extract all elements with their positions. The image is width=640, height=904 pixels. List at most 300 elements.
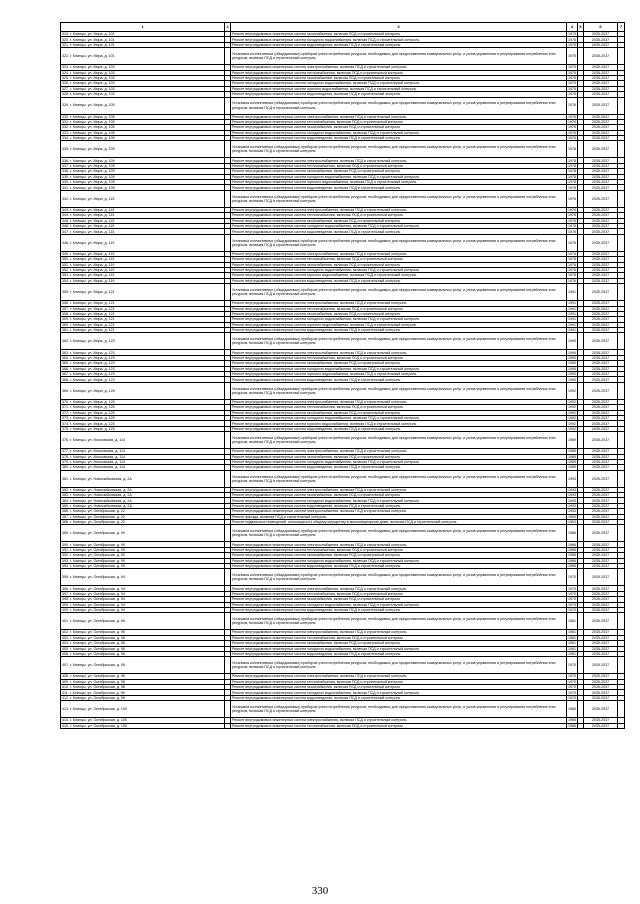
row-address: г. Клинцы, ул. Октябрьская, д. 94 — [70, 608, 125, 613]
row-work-description-cell: Ремонт внутридомовых инженерных систем холодного водоснабжения, включая ПСД и строительный контроль — [231, 174, 567, 179]
row-year-cell: 1989 — [568, 454, 576, 459]
row-address: г. Клинцы, ул. Мира, д. 125 — [70, 399, 115, 404]
row-year-cell: 1961 — [568, 646, 576, 651]
row-number: 391. — [62, 547, 69, 552]
column-number-header-row — [61, 23, 625, 32]
row-address: г. Клинцы, ул. Московская, д. 114 — [70, 465, 126, 470]
row-work-description-cell: Ремонт внутридомовых инженерных систем холодного водоснабжения, включая ПСД и строительный контроль — [231, 602, 567, 607]
column-header-4: 4 — [567, 23, 578, 32]
row-address-cell — [61, 234, 225, 251]
row-address: г. Клинцы, ул. Московская, д. 114 — [70, 454, 126, 459]
row-number: 327. — [62, 86, 69, 91]
row-period-cell: 2035-2037 — [584, 701, 618, 718]
row-year-cell: 1992 — [568, 410, 576, 415]
row-work-description-cell: Ремонт внутридомовых инженерных систем холодного водоснабжения, включая ПСД и строительный контроль — [231, 690, 567, 695]
row-work-description-cell: Ремонт внутридомовых инженерных систем электроснабжения, включая ПСД и строительный контроль — [231, 509, 567, 514]
row-address: г. Клинцы, ул. Мира, д. 109 — [70, 180, 115, 185]
row-period-cell: 2035-2037 — [584, 613, 618, 630]
table-row — [61, 569, 625, 586]
row-period-cell: 2035-2037 — [584, 597, 618, 602]
row-address: г. Клинцы, ул. Мира, д. 115 — [70, 218, 115, 223]
row-number: 332. — [62, 125, 69, 130]
row-number: 346. — [62, 224, 69, 229]
row-work-description-cell: Установка коллективных (общедомовых) приборов учета потребления ресурсов, необходимых для предоставления коммунальных услуг, и узлов управления и регулирования потребления этих ресурсов, включая ПСД и строительный контроль — [231, 569, 567, 586]
row-number: 321. — [62, 42, 69, 47]
row-address: г. Клинцы, ул. Мира, д. 115 — [70, 229, 115, 234]
row-number: 374. — [62, 421, 69, 426]
row-address: г. Клинцы, ул. Октябрьская, д. 94 — [70, 597, 125, 602]
column-header-1: 1 — [61, 23, 225, 32]
row-work-description-cell: Ремонт внутридомовых инженерных систем теплоснабжения, включая ПСД и строительный контроль — [231, 213, 567, 218]
row-spacer-cell — [618, 48, 625, 65]
row-number: 384. — [62, 498, 69, 503]
row-number: 356. — [62, 301, 69, 306]
row-number: 343. — [62, 207, 69, 212]
row-number: 367. — [62, 372, 69, 377]
row-year-cell: 1976 — [567, 97, 578, 114]
row-number: 322. — [62, 54, 69, 59]
row-work-description-cell: Ремонт внутридомовых инженерных систем газоснабжения, включая ПСД и строительный контроль — [231, 597, 567, 602]
row-work-description-cell: Ремонт внутридомовых инженерных систем теплоснабжения, включая ПСД и строительный контроль — [231, 257, 567, 262]
row-period-cell: 2035-2037 — [584, 97, 618, 114]
row-number: 333. — [62, 130, 69, 135]
row-period-cell: 2035-2037 — [584, 459, 618, 464]
row-period-cell: 2035-2037 — [584, 509, 618, 514]
row-number: 404. — [62, 641, 69, 646]
row-period-cell: 2035-2037 — [584, 602, 618, 607]
row-work-description-cell: Ремонт внутридомовых инженерных систем теплоснабжения, включая ПСД и строительный контроль — [231, 163, 567, 168]
row-year-cell: 1992 — [567, 382, 578, 399]
row-period-cell: 2035-2037 — [584, 174, 618, 179]
row-year-cell: 1991 — [567, 284, 578, 301]
row-year-cell: 1989 — [568, 449, 576, 454]
row-number: 399. — [62, 602, 69, 607]
row-period-cell: 2035-2037 — [584, 234, 618, 251]
row-period-cell: 2035-2037 — [584, 262, 618, 267]
row-year-cell: 1966 — [568, 564, 576, 569]
row-number: 349. — [62, 251, 69, 256]
row-period-cell: 2035-2037 — [584, 558, 618, 563]
row-address: г. Клинцы, ул. Мира, д. 123 — [70, 361, 115, 366]
row-period-cell: 2035-2037 — [584, 690, 618, 695]
row-work-description-cell: Ремонт внутридомовых инженерных систем газоснабжения, включая ПСД и строительный контроль — [231, 493, 567, 498]
table-row — [61, 190, 625, 207]
row-address: г. Клинцы, ул. Мира, д. 101 — [70, 42, 115, 47]
row-year-cell: 1975 — [568, 92, 576, 97]
row-work-description-cell: Ремонт внутридомовых инженерных систем теплоснабжения, включая ПСД и строительный контроль — [231, 679, 567, 684]
row-work-description-cell: Ремонт внутридомовых инженерных систем теплоснабжения, включая ПСД и строительный контроль — [231, 306, 567, 311]
row-address: г. Клинцы, ул. Октябрьская, д. 96 — [70, 635, 125, 640]
row-year-cell: 1961 — [567, 613, 578, 630]
row-number: 406. — [62, 652, 69, 657]
row-address: г. Клинцы, ул. Мира, д. 121 — [70, 328, 115, 333]
row-work-description-cell: Ремонт внутридомовых инженерных систем электроснабжения, включая ПСД и строительный контроль — [231, 542, 567, 547]
row-year-cell: 1970 — [567, 569, 578, 586]
row-period-cell: 2035-2037 — [584, 70, 618, 75]
row-work-description-cell: Установка коллективных (общедомовых) приборов учета потребления ресурсов, необходимых для предоставления коммунальных услуг, и узлов управления и регулирования потребления этих ресурсов, включая ПСД и строительный контроль — [231, 701, 567, 718]
row-address: г. Клинцы, ул. Октябрьская, д. 96 — [70, 641, 125, 646]
row-period-cell: 2035-2037 — [584, 333, 618, 350]
row-period-cell: 2035-2037 — [584, 207, 618, 212]
row-year-cell: 1970 — [568, 602, 576, 607]
row-year-cell: 1965 — [567, 701, 578, 718]
row-period-cell: 2035-2037 — [584, 718, 618, 723]
row-address: г. Клинцы, ул. Октябрьская, д. 98 — [70, 685, 125, 690]
row-number: 373. — [62, 416, 69, 421]
row-address: г. Клинцы, ул. Мира, д. 121 — [70, 312, 115, 317]
row-period-cell: 2035-2037 — [584, 42, 618, 47]
row-period-cell: 2035-2037 — [584, 405, 618, 410]
row-number: 411. — [62, 690, 69, 695]
row-period-cell: 2035-2037 — [584, 547, 618, 552]
row-number: 350. — [62, 257, 69, 262]
row-address: г. Клинцы, ул. Мира, д. 119 — [70, 251, 115, 256]
page-number: 330 — [311, 885, 329, 897]
row-address: г. Клинцы, ул. Новосыбковская, д. 2А — [70, 487, 132, 492]
row-address: г. Клинцы, ул. Мира, д. 119 — [70, 257, 115, 262]
row-period-cell: 2035-2037 — [584, 311, 618, 316]
row-address: г. Клинцы, ул. Мира, д. 125 — [70, 388, 115, 393]
row-year-cell: 1976 — [567, 190, 578, 207]
row-year-cell: 1990 — [568, 377, 576, 382]
row-period-cell: 2035-2037 — [584, 564, 618, 569]
row-period-cell: 2035-2037 — [584, 361, 618, 366]
row-year-cell: 1991 — [568, 328, 576, 333]
row-work-description-cell: Ремонт внутридомовых инженерных систем холодного водоснабжения, включая ПСД и строительный контроль — [231, 267, 567, 272]
row-period-cell: 2035-2037 — [584, 569, 618, 586]
row-address: г. Клинцы, ул. Мира, д. 121 — [70, 322, 115, 327]
row-year-cell: 1970 — [568, 685, 576, 690]
row-address: г. Клинцы, ул. Мира, д. 105 — [70, 130, 115, 135]
row-work-description-cell: Ремонт внутридомовых инженерных систем водоотведения, включая ПСД и строительный контроль — [231, 185, 567, 190]
row-period-cell: 2035-2037 — [584, 301, 618, 306]
row-period-cell: 2035-2037 — [584, 723, 618, 728]
row-year-cell: 1993 — [568, 504, 576, 509]
row-address: г. Клинцы, ул. Мира, д. 101 — [70, 37, 115, 42]
row-address: г. Клинцы, ул. Мира, д. 101 — [70, 54, 115, 59]
row-number: 402. — [62, 630, 69, 635]
row-work-description-cell: Ремонт внутридомовых инженерных систем теплоснабжения, включая ПСД и строительный контроль — [231, 547, 567, 552]
row-number: 344. — [62, 213, 69, 218]
row-number: 337. — [62, 164, 69, 168]
row-year-cell: 1966 — [567, 525, 578, 542]
row-number: 335. — [62, 147, 69, 152]
row-period-cell: 2035-2037 — [584, 646, 618, 651]
row-address: г. Клинцы, ул. Октябрьская, д. 90 — [70, 547, 125, 552]
row-period-cell: 2035-2037 — [584, 322, 618, 327]
row-address: г. Клинцы, ул. Мира, д. 123 — [70, 377, 115, 382]
row-period-cell: 2035-2037 — [584, 651, 618, 656]
row-spacer-cell — [618, 657, 625, 674]
row-address: г. Клинцы, ул. Октябрьская, д. 94 — [70, 591, 125, 596]
row-work-description-cell: Ремонт внутридомовых инженерных систем электроснабжения, включая ПСД и строительный контроль — [231, 630, 567, 635]
row-number: 366. — [62, 366, 69, 371]
row-year-cell: 1976 — [568, 130, 576, 135]
row-address: г. Клинцы, ул. Мира, д. 101 — [70, 32, 115, 37]
row-work-description-cell: Ремонт внутридомовых инженерных систем водоотведения, включая ПСД и строительный контроль — [231, 607, 567, 612]
row-number: 392. — [62, 553, 69, 558]
row-work-description-cell: Ремонт внутридомовых инженерных систем электроснабжения, включая ПСД и строительный контроль — [231, 718, 567, 723]
row-year-cell: 1961 — [568, 630, 576, 635]
row-year-cell: 1975 — [568, 65, 576, 70]
row-period-cell: 2035-2037 — [584, 141, 618, 158]
row-address-cell — [61, 525, 225, 542]
row-number: 370. — [62, 399, 69, 404]
row-work-description-cell: Ремонт внутридомовых инженерных систем холодного водоснабжения, включая ПСД и строительный контроль — [231, 223, 567, 228]
row-work-description-cell: Установка коллективных (общедомовых) приборов учета потребления ресурсов, необходимых для предоставления коммунальных услуг, и узлов управления и регулирования потребления этих ресурсов, включая ПСД и строительный контроль — [231, 234, 567, 251]
row-number: 325. — [62, 76, 69, 81]
row-number: 375. — [62, 426, 69, 431]
row-address: г. Клинцы, ул. Октябрьская, д. 94 — [70, 575, 125, 580]
row-work-description-cell: Установка коллективных (общедомовых) приборов учета потребления ресурсов, необходимых для предоставления коммунальных услуг, и узлов управления и регулирования потребления этих ресурсов, включая ПСД и строительный контроль — [231, 382, 567, 399]
row-work-description-cell: Ремонт внутридомовых инженерных систем холодного водоснабжения, включая ПСД и строительный контроль — [231, 81, 567, 86]
row-work-description-cell: Ремонт внутридомовых инженерных систем горячего водоснабжения, включая ПСД и строительный контроль — [231, 322, 567, 327]
row-number: 348. — [62, 240, 69, 245]
row-year-cell: 1965 — [568, 723, 576, 728]
row-work-description-cell: Ремонт внутридомовых инженерных систем холодного водоснабжения, включая ПСД и строительный контроль — [231, 366, 567, 371]
row-address-cell — [61, 723, 225, 728]
row-address: г. Клинцы, ул. Мира, д. 115 — [70, 207, 115, 212]
row-number: 397. — [62, 591, 69, 596]
row-work-description-cell: Ремонт внутридомовых инженерных систем электроснабжения, включая ПСД и строительный контроль — [231, 158, 567, 163]
row-number: 407. — [62, 663, 69, 668]
row-number: 342. — [62, 196, 69, 201]
row-number: 368. — [62, 377, 69, 382]
row-year-cell: 1976 — [567, 234, 578, 251]
row-work-description-cell: Ремонт внутридомовых инженерных систем газоснабжения, включая ПСД и строительный контроль — [231, 311, 567, 316]
row-address: г. Клинцы, ул. Октябрьская, д. 96 — [70, 630, 125, 635]
table-row — [61, 613, 625, 630]
row-number: 360. — [62, 322, 69, 327]
row-number: 328. — [62, 92, 69, 97]
row-address-cell — [61, 48, 225, 65]
row-year-cell: 1990 — [567, 333, 578, 350]
row-address-cell — [61, 613, 225, 630]
row-address-cell — [61, 432, 225, 449]
row-work-description-cell: Ремонт внутридомовых инженерных систем водоотведения, включая ПСД и строительный контроль — [231, 426, 567, 431]
row-year-cell: 1976 — [568, 224, 576, 229]
row-address: г. Клинцы, ул. Мира, д. 109 — [70, 147, 115, 152]
row-year-cell: 1970 — [568, 679, 576, 684]
row-work-description-cell: Ремонт внутридомовых инженерных систем электроснабжения, включая ПСД и строительный контроль — [231, 399, 567, 404]
row-number: 405. — [62, 646, 69, 651]
row-year-cell: 1978 — [568, 164, 576, 168]
row-number: 388. — [62, 520, 69, 525]
row-period-cell: 2035-2037 — [584, 65, 618, 70]
row-address: г. Клинцы, ул. Мира, д. 123 — [70, 350, 115, 355]
row-address: г. Клинцы, ул. Мира, д. 115 — [70, 196, 115, 201]
row-work-description-cell: Ремонт фасада, включая ПСД и строительный контроль — [231, 514, 567, 519]
row-address: г. Клинцы, ул. Октябрьская, д. 90 — [70, 553, 125, 558]
row-number: 379. — [62, 460, 69, 465]
row-period-cell: 2035-2037 — [584, 415, 618, 420]
row-number: 389. — [62, 531, 69, 536]
row-number: 351. — [62, 262, 69, 267]
row-address: г. Клинцы, ул. Мира, д. 123 — [70, 366, 115, 371]
row-work-description-cell: Ремонт внутридомовых инженерных систем электроснабжения, включая ПСД и строительный контроль — [231, 487, 567, 492]
row-work-description-cell: Ремонт внутридомовых инженерных систем водоотведения, включая ПСД и строительный контроль — [231, 377, 567, 382]
row-period-cell: 2035-2037 — [584, 229, 618, 234]
row-year-cell: 1976 — [568, 268, 576, 273]
row-number: 396. — [62, 586, 69, 591]
row-address: г. Клинцы, ул. Мира, д. 103 — [70, 65, 115, 70]
table-body — [61, 32, 625, 729]
table-row — [61, 48, 625, 65]
row-year-cell: 1976 — [568, 120, 576, 125]
row-work-description-cell: Ремонт внутридомовых инженерных систем теплоснабжения, включая ПСД и строительный контроль — [231, 723, 567, 728]
row-number: 341. — [62, 185, 69, 190]
row-work-description-cell: Ремонт внутридомовых инженерных систем водоотведения, включая ПСД и строительный контроль — [231, 564, 567, 569]
row-number: 347. — [62, 229, 69, 234]
row-number: 369. — [62, 388, 69, 393]
row-period-cell: 2035-2037 — [584, 185, 618, 190]
row-year-cell: 1970 — [568, 597, 576, 602]
row-work-description-cell: Ремонт внутридомовых инженерных систем водоотведения, включая ПСД и строительный контроль — [231, 695, 567, 700]
row-address: г. Клинцы, ул. Мира, д. 121 — [70, 317, 115, 322]
row-address: г. Клинцы, ул. Мира, д. 125 — [70, 416, 115, 421]
row-number: 364. — [62, 355, 69, 360]
row-address: г. Клинцы, ул. Мира, д. 109 — [70, 164, 115, 168]
row-period-cell: 2035-2037 — [584, 350, 618, 355]
column-header-3: 3 — [231, 23, 567, 32]
row-period-cell: 2035-2037 — [584, 278, 618, 283]
row-address: г. Клинцы, ул. Мира, д. 123 — [70, 355, 115, 360]
row-work-description-cell: Ремонт внутридомовых инженерных систем водоотведения, включая ПСД и строительный контроль — [231, 229, 567, 234]
row-year-cell: 1965 — [568, 718, 576, 723]
row-address: г. Клинцы, ул. Мира, д. 123 — [70, 339, 115, 344]
row-spacer-cell — [618, 97, 625, 114]
row-number: 320. — [62, 37, 69, 42]
row-number: 372. — [62, 410, 69, 415]
row-year-cell: 1976 — [568, 262, 576, 267]
capital-repair-table — [60, 22, 625, 729]
row-number: 355. — [62, 290, 69, 295]
row-work-description-cell: Установка коллективных (общедомовых) приборов учета потребления ресурсов, необходимых для предоставления коммунальных услуг, и узлов управления и регулирования потребления этих ресурсов, включая ПСД и строительный контроль — [231, 432, 567, 449]
row-spacer-cell — [618, 432, 625, 449]
row-address-cell — [61, 569, 225, 586]
row-number: 383. — [62, 493, 69, 498]
row-work-description-cell: Ремонт внутридомовых инженерных систем электроснабжения, включая ПСД и строительный контроль — [231, 251, 567, 256]
row-work-description-cell: Ремонт внутридомовых инженерных систем газоснабжения, включая ПСД и строительный контроль — [231, 410, 567, 415]
row-number: 319. — [62, 32, 69, 37]
row-year-cell: 1992 — [568, 416, 576, 421]
row-number: 359. — [62, 317, 69, 322]
row-number: 331. — [62, 120, 69, 125]
row-year-cell: 1978 — [568, 158, 576, 163]
row-year-cell: 1993 — [568, 493, 576, 498]
row-period-cell: 2035-2037 — [584, 607, 618, 612]
row-work-description-cell: Ремонт внутридомовых инженерных систем газоснабжения, включая ПСД и строительный контроль — [231, 75, 567, 80]
row-work-description-cell: Ремонт внутридомовых инженерных систем электроснабжения, включая ПСД и строительный контроль — [231, 674, 567, 679]
row-period-cell: 2035-2037 — [584, 366, 618, 371]
row-number: 330. — [62, 114, 69, 119]
row-address: г. Клинцы, ул. Московская, д. 114 — [70, 460, 126, 465]
table-row — [61, 432, 625, 449]
row-period-cell: 2035-2037 — [584, 410, 618, 415]
row-number: 326. — [62, 81, 69, 86]
row-work-description-cell: Ремонт внутридомовых инженерных систем газоснабжения, включая ПСД и строительный контроль — [231, 218, 567, 223]
row-period-cell: 2035-2037 — [584, 470, 618, 487]
row-work-description-cell: Ремонт внутридомовых инженерных систем водоотведения, включая ПСД и строительный контроль — [231, 278, 567, 283]
row-year-cell: 1991 — [568, 306, 576, 311]
row-number: 352. — [62, 268, 69, 273]
row-work-description-cell: Ремонт внутридомовых инженерных систем холодного водоснабжения, включая ПСД и строительный контроль — [231, 37, 567, 42]
row-year-cell: 1989 — [567, 432, 578, 449]
row-year-cell: 1976 — [568, 125, 576, 130]
row-year-cell: 1992 — [568, 426, 576, 431]
row-address: г. Клинцы, ул. Московская, д. 114 — [70, 438, 126, 443]
row-number: 329. — [62, 103, 69, 108]
row-year-cell: 1961 — [568, 652, 576, 657]
row-number: 378. — [62, 454, 69, 459]
row-number: 398. — [62, 597, 69, 602]
row-work-description-cell: Установка коллективных (общедомовых) приборов учета потребления ресурсов, необходимых для предоставления коммунальных услуг, и узлов управления и регулирования потребления этих ресурсов, включая ПСД и строительный контроль — [231, 525, 567, 542]
row-address: г. Клинцы, ул. Октябрьская, д. 100 — [70, 707, 127, 712]
row-period-cell: 2035-2037 — [584, 251, 618, 256]
table-row — [61, 470, 625, 487]
row-spacer-cell — [618, 190, 625, 207]
row-address: г. Клинцы, ул. Мира, д. 119 — [70, 240, 115, 245]
row-year-cell: 1991 — [568, 312, 576, 317]
row-work-description-cell: Ремонт внутридомовых инженерных систем водоотведения, включая ПСД и строительный контроль — [231, 136, 567, 141]
row-address-cell — [61, 470, 225, 487]
row-year-cell: 1975 — [568, 42, 576, 47]
row-number: 377. — [62, 449, 69, 454]
row-number: 382. — [62, 487, 69, 492]
row-period-cell: 2035-2037 — [584, 81, 618, 86]
row-year-cell: 1970 — [568, 674, 576, 679]
row-address: г. Клинцы, ул. Мира, д. 119 — [70, 273, 115, 278]
table-row — [61, 141, 625, 158]
row-work-description-cell: Ремонт внутридомовых инженерных систем водоотведения, включая ПСД и строительный контроль — [231, 42, 567, 47]
row-period-cell: 2035-2037 — [584, 48, 618, 65]
row-period-cell: 2035-2037 — [584, 641, 618, 646]
row-address-cell — [61, 657, 225, 674]
row-number: 338. — [62, 169, 69, 174]
row-year-cell: 1990 — [568, 355, 576, 360]
row-year-cell: 1990 — [568, 361, 576, 366]
row-number: 414. — [62, 718, 69, 723]
row-period-cell: 2035-2037 — [584, 190, 618, 207]
row-work-description-cell: Ремонт внутридомовых инженерных систем газоснабжения, включая ПСД и строительный контроль — [231, 553, 567, 558]
row-address: г. Клинцы, ул. Мира, д. 109 — [70, 174, 115, 179]
row-year-cell: 1978 — [567, 141, 578, 158]
row-address-cell — [61, 141, 225, 158]
row-year-cell: 1976 — [568, 273, 576, 278]
table-row — [61, 701, 625, 718]
row-period-cell: 2035-2037 — [584, 426, 618, 431]
row-year-cell: 1976 — [568, 114, 576, 119]
row-year-cell: 1953 — [568, 514, 576, 519]
row-number: 361. — [62, 328, 69, 333]
row-number: 410. — [62, 685, 69, 690]
row-address: г. Клинцы, ул. Мира, д. 121 — [70, 301, 115, 306]
row-year-cell: 1992 — [568, 399, 576, 404]
row-period-cell: 2035-2037 — [584, 525, 618, 542]
row-number: 357. — [62, 306, 69, 311]
row-period-cell: 2035-2037 — [584, 520, 618, 525]
row-work-description-cell: Ремонт внутридомовых инженерных систем водоотведения, включая ПСД и строительный контроль — [231, 92, 567, 97]
row-address: г. Клинцы, ул. Мира, д. 125 — [70, 405, 115, 410]
row-year-cell: 1961 — [568, 641, 576, 646]
row-year-cell: 1992 — [568, 421, 576, 426]
row-address: г. Клинцы, ул. Мира, д. 125 — [70, 410, 115, 415]
row-address-cell — [61, 382, 225, 399]
row-address: г. Клинцы, ул. Октябрьская, д. 96 — [70, 652, 125, 657]
row-period-cell: 2035-2037 — [584, 498, 618, 503]
row-year-cell: 1989 — [568, 460, 576, 465]
row-period-cell: 2035-2037 — [584, 591, 618, 596]
